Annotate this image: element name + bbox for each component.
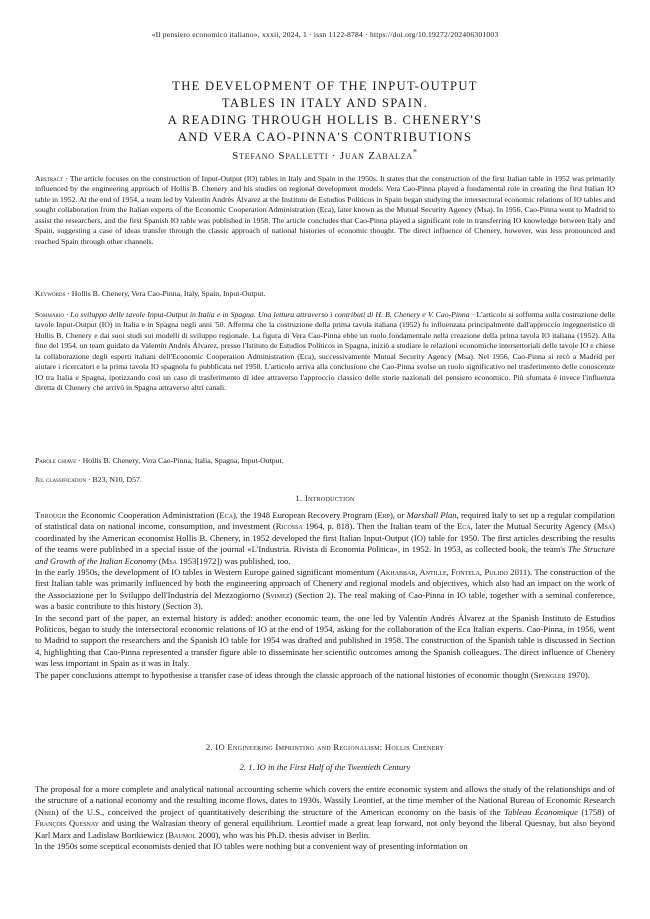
text: 1953[1972]) was published, too. — [176, 555, 291, 566]
paragraph — [35, 567, 615, 613]
section-2-heading: 2. IO Engineering Imprinting and Regionalism: Hollis Chenery — [205, 742, 445, 752]
text: the Economic Cooperation Administration ( — [65, 510, 220, 520]
parole-chiave — [35, 456, 615, 466]
subsection-heading — [0, 762, 650, 772]
text: ) (Section 2). The real making of Cao-Pinna in IO table, together with a seminal conference, was a basic contribute to this history (Section 3). — [35, 589, 616, 612]
drop-lead: Through — [35, 510, 66, 520]
text: The paper conclusions attempt to hypothesise a transfer case of ideas through the classic approach of the national histories of economic thought ( — [35, 669, 534, 680]
sommario-title: · Lo sviluppo delle tavole Input-Output in Italia e in Spagna. Una lettura attraverso i contributi di H. B. Chenery e V. Cao-Pinna — [64, 310, 470, 319]
citation-author: François Quesnay — [35, 818, 99, 829]
text: , later the Mutual Security Agency ( — [470, 521, 597, 532]
acronym: Erp — [377, 510, 390, 520]
paper-title — [60, 78, 590, 146]
text: ) coordinated by the American economist Hollis B. Chenery, in 1952 developed the first Italian Input-Output (IO) table for 1950. The first articles describing the results of the teams were published in a special issue of the journal «L'Industria. Rivista di Economia Politica», in 1952. In 1953, as collected book, the team's — [35, 521, 615, 555]
citation-author: Ricossa — [275, 521, 303, 532]
sommario — [35, 310, 615, 394]
citation-author: Akhabbar, Antille, Fontela, Pulido — [379, 567, 508, 578]
citation-author: Baumol — [168, 829, 197, 840]
title-line: TABLES IN ITALY AND SPAIN. — [221, 96, 429, 110]
section-1-heading: 1. Introduction — [295, 493, 355, 503]
section-2-body — [35, 784, 615, 852]
sommario-text: · L'articolo si sofferma sulla costruzione delle tavole Input-Output (IO) in Italia e in Spagna negli anni '50. Afferma che la costruzione della prima tavola italiana (1952) fu influenzata principalmente dall'approccio ingegneristico di Hollis B. Chenery e dai suoi studi sui modelli di sviluppo regionale. La figura di Vera Cao-Pinna ebbe un ruolo fondamentale nella creazione della prima tavola IO italiana (1952). Alla fine del 1954, un team guidato da Valentín Andrés Álvarez, presso l'Istituto de Estudios Políticos in Spagna, iniziò a studiare le relazioni economiche intersettoriali delle tavole IO e chiese la collaborazione degli esperti italiani dell'Economic Cooperation Administration (Eca), successivamente Mutual Security Agency (Msa). Nel 1956, Cao-Pinna si recò a Madrid per aiutare i ricercatori e la prima tavola IO spagnola fu pubblicata nel 1958. L'articolo arriva alla conclusione che Cao-Pinna svolse un ruolo significativo nel trasferimento delle conoscenze IO tra Italia e Spagna, ipotizzando così un caso di trasferimento di idee attraverso l'approccio classico delle storie nazionali del pensiero economico. Più sfumata è invece l'influenza diretta di Chenery che arrivò in Spagna attraverso altri canali. — [35, 310, 616, 393]
acronym: Msa — [161, 555, 177, 566]
italic-text: The Structure and Growth of the Italian Economy — [35, 544, 615, 566]
title-line: A READING THROUGH HOLLIS B. CHENERY'S — [167, 113, 483, 127]
parole-chiave-label: Parole chiave — [35, 456, 77, 465]
text: and using the Walrasian theory of general equilibrium. Leontief made a great leap forward, not only beyond the liberal Quesnay, but also beyond Karl Marx and Ladislaw Bortkiewicz ( — [35, 818, 615, 840]
section-1-body — [35, 510, 615, 681]
abstract — [35, 174, 615, 247]
text: The proposal for a more complete and analytical national accounting scheme which covers the entire economic system and allows the study of the relationships and of the structure of a national economy and the resulting income flows, dates to 1930s. Wassily Leontief, at the time member of the National Bureau of Economic Research ( — [35, 784, 615, 817]
authors — [0, 147, 650, 162]
jel-label: Jel classification — [35, 475, 87, 484]
subsection-2-1-heading: 2. 1. IO in the First Half of the Twentieth Century — [239, 762, 411, 772]
footnote-marker: * — [413, 147, 418, 157]
paragraph: In the second part of the paper, an external history is added: another economic team, the one led by Valentín Andrés Álvarez at the Spanish Instituto de Estudios Políticos, began to study the intersectoral economic relations of IO at the end of 1954, asking for the collaboration of the Eca Italian experts. Cao-Pinna, in 1956, went to Madrid to support the researchers and the Spanish IO table for 1954 was drafted and published in 1958. The construction of the Spanish table is discussed in Section 4, highlighting that Cao-Pinna represented a transfer figure able to disseminate her scientific outcomes among the Spanish colleagues. The direct influence of Chenery was less important in Spain as it was in Italy. — [35, 612, 615, 669]
acronym: Eca — [219, 510, 233, 520]
paragraph — [35, 784, 615, 841]
title-line: AND VERA CAO-PINNA'S CONTRIBUTIONS — [177, 130, 473, 144]
text: (1758) of — [577, 806, 615, 817]
keywords-text: · Hollis B. Chenery, Vera Cao-Pinna, Italy, Spain, Input-Output. — [65, 289, 266, 298]
parole-chiave-text: · Hollis B. Chenery, Vera Cao-Pinna, Italia, Spagna, Input-Output. — [76, 456, 284, 465]
jel-classification — [35, 475, 615, 485]
citation-author: Spengler — [533, 669, 566, 680]
section-heading — [0, 493, 650, 503]
paragraph: In the 1950s some sceptical economists denied that IO tables were nothing but a convenient way of presenting information on — [35, 841, 468, 852]
paragraph — [35, 670, 615, 681]
text: 1964, p. 818). Then the Italian team of the — [302, 521, 458, 532]
text: 2000), who was his Ph.D. thesis adviser in Berlin. — [196, 829, 371, 840]
text: ( — [156, 555, 162, 566]
sommario-label: Sommario — [35, 310, 65, 319]
acronym: Svimez — [265, 589, 290, 600]
jel-text: · B23, N10, D57. — [86, 475, 142, 484]
text: 2011). The construction of the first Italian table was primarily influenced by both the engineering approach of Chenery and regional models and objectives, which also had an impact on the work of the Associazione per lo Sviluppo dell'Industria del Mezzogiorno ( — [35, 567, 616, 600]
italic-text: Marshall Plan — [406, 510, 457, 520]
text: , required Italy to set up a regular compilation of statistical data on national income, consumption, and investment ( — [35, 510, 615, 532]
keywords — [35, 289, 615, 299]
author-names: Stefano Spalletti · Juan Zabalza — [232, 150, 413, 162]
paragraph — [35, 510, 615, 567]
text: ), the 1948 European Recovery Program ( — [232, 510, 378, 520]
title-line: THE DEVELOPMENT OF THE INPUT-OUTPUT — [172, 79, 478, 93]
text: In the early 1950s, the development of IO tables in Western Europe gained significant momentum ( — [35, 567, 380, 578]
acronym: Msa — [596, 521, 613, 532]
abstract-label: Abstract — [35, 174, 64, 183]
italic-text: Tableau Économique — [504, 806, 578, 817]
abstract-text: · The article focuses on the construction of Input-Output (IO) tables in Italy and Spain in the 1950s. It states that the construction of the first Italian table in 1952 was primarily influenced by the engineering approach of Hollis B. Chenery and his studies on regional development models. Vera Cao-Pinna played a fundamental role in creating the first Italian IO table in 1952. At the end of 1954, a team led by Valentín Andrés Álvarez at the Instituto de Estudios Políticos in Spain began studying the intersectoral economic relations of IO tables and sought collaboration from the Italian experts of the Economic Cooperation Administration (Eca), later known as the Mutual Security Agency (Msa). In 1956, Cao-Pinna went to Madrid to assist the researchers, and the first Spanish IO table was published in 1958. The article concludes that Cao-Pinna played a significant role in transferring IO knowledge between Italy and Spain, suggesting a case of ideas transfer through the classic approach of national histories of economic thought. The direct influence of Chenery, however, was less pronounced and reached Spain through other channels. — [35, 174, 615, 246]
acronym: Nber — [37, 806, 56, 817]
keywords-label: Keywords — [35, 289, 66, 298]
text: ), or — [389, 510, 407, 520]
acronym: Eca — [457, 521, 471, 532]
text: ) of the U.S., conceived the project of quantitatively describing the structure of the American economy on the basis of the — [55, 806, 505, 817]
section-heading — [0, 742, 650, 752]
journal-header: «Il pensiero economico italiano», xxxii, 2024, 1 · issn 1122-8784 · https://doi.org/10.19272/202406301003 — [151, 30, 499, 39]
text: 1970). — [565, 669, 590, 680]
